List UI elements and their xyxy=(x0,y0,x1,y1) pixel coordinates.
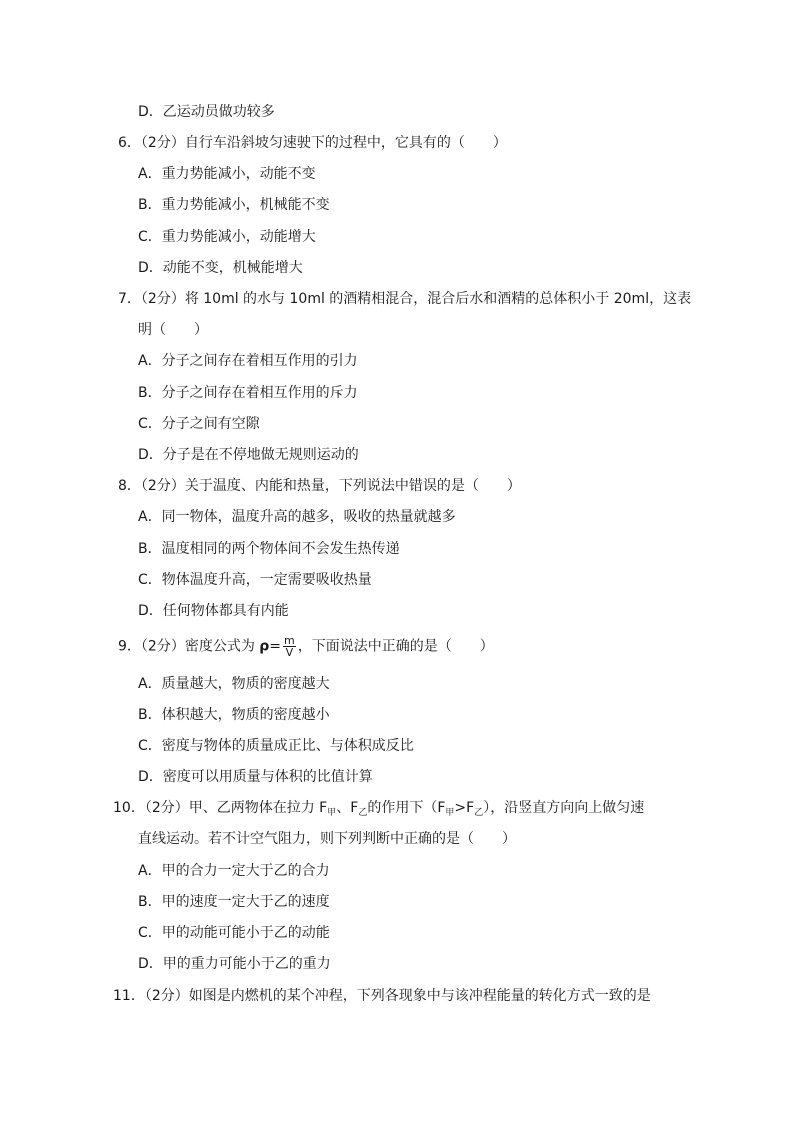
q6-stem: 6．（2分）自行车沿斜坡匀速驶下的过程中，它具有的（ ） xyxy=(118,135,507,151)
q7-option-b: B．分子之间存在着相互作用的斥力 xyxy=(138,385,358,401)
q10-stem-part-d: >F xyxy=(454,800,475,816)
q10-stem-continued: 直线运动。若不计空气阻力，则下列判断中正确的是（ ） xyxy=(138,831,516,847)
q9-stem xyxy=(118,635,494,658)
q8-option-c: C．物体温度升高，一定需要吸收热量 xyxy=(138,572,372,588)
q6-option-b: B．重力势能减小，机械能不变 xyxy=(138,197,330,213)
q8-option-a: A．同一物体，温度升高的越多，吸收的热量就越多 xyxy=(138,509,456,525)
q7-option-a: A．分子之间存在着相互作用的引力 xyxy=(138,353,358,369)
q9-stem-prefix: 9．（2分）密度公式为 xyxy=(118,638,260,655)
q9-option-c: C．密度与物体的质量成正比、与体积成反比 xyxy=(138,738,414,754)
q9-option-a: A．质量越大，物质的密度越大 xyxy=(138,676,330,692)
q5-option-d: D．乙运动员做功较多 xyxy=(138,104,275,120)
subscript-jia-2: 甲 xyxy=(445,808,455,818)
q8-option-d: D．任何物体都具有内能 xyxy=(138,603,289,619)
fraction-denominator: V xyxy=(285,646,294,659)
q9-stem-suffix: ，下面说法中正确的是（ ） xyxy=(297,638,494,655)
q10-stem-part-b: 、F xyxy=(336,800,359,816)
rho-symbol: ρ xyxy=(259,638,270,655)
fraction-numerator: m xyxy=(284,634,295,647)
q10-option-b: B．甲的速度一定大于乙的速度 xyxy=(138,894,330,910)
q10-stem-part-c: 的作用下（F xyxy=(367,800,446,816)
q7-stem: 7．（2分）将 10ml 的水与 10ml 的酒精相混合，混合后水和酒精的总体积小于 20ml，这表 xyxy=(118,291,692,307)
density-fraction xyxy=(283,635,296,658)
q6-option-c: C．重力势能减小，动能增大 xyxy=(138,229,316,245)
q10-stem-part-e: ），沿竖直方向向上做匀速 xyxy=(483,800,645,816)
subscript-yi-2: 乙 xyxy=(474,808,484,818)
equals-sign: = xyxy=(269,638,282,655)
q9-option-b: B．体积越大，物质的密度越小 xyxy=(138,707,330,723)
q8-option-b: B．温度相同的两个物体间不会发生热传递 xyxy=(138,541,400,557)
q7-option-d: D．分子是在不停地做无规则运动的 xyxy=(138,447,359,463)
q6-option-a: A．重力势能减小，动能不变 xyxy=(138,166,316,182)
q7-option-c: C．分子之间有空隙 xyxy=(138,416,260,432)
q10-stem-part-a: 10．（2分）甲、乙两物体在拉力 F xyxy=(113,800,328,816)
q7-stem-continued: 明（ ） xyxy=(138,322,208,338)
q11-stem: 11．（2分）如图是内燃机的某个冲程，下列各现象中与该冲程能量的转化方式一致的是 xyxy=(113,988,651,1004)
q10-option-d: D．甲的重力可能小于乙的重力 xyxy=(138,956,331,972)
subscript-jia-1: 甲 xyxy=(327,808,337,818)
q10-option-a: A．甲的合力一定大于乙的合力 xyxy=(138,863,330,879)
subscript-yi-1: 乙 xyxy=(358,808,368,818)
q10-option-c: C．甲的动能可能小于乙的动能 xyxy=(138,925,330,941)
q9-option-d: D．密度可以用质量与体积的比值计算 xyxy=(138,769,373,785)
q6-option-d: D．动能不变，机械能增大 xyxy=(138,260,303,276)
q10-stem xyxy=(113,799,644,822)
q8-stem: 8．（2分）关于温度、内能和热量，下列说法中错误的是（ ） xyxy=(118,478,521,494)
